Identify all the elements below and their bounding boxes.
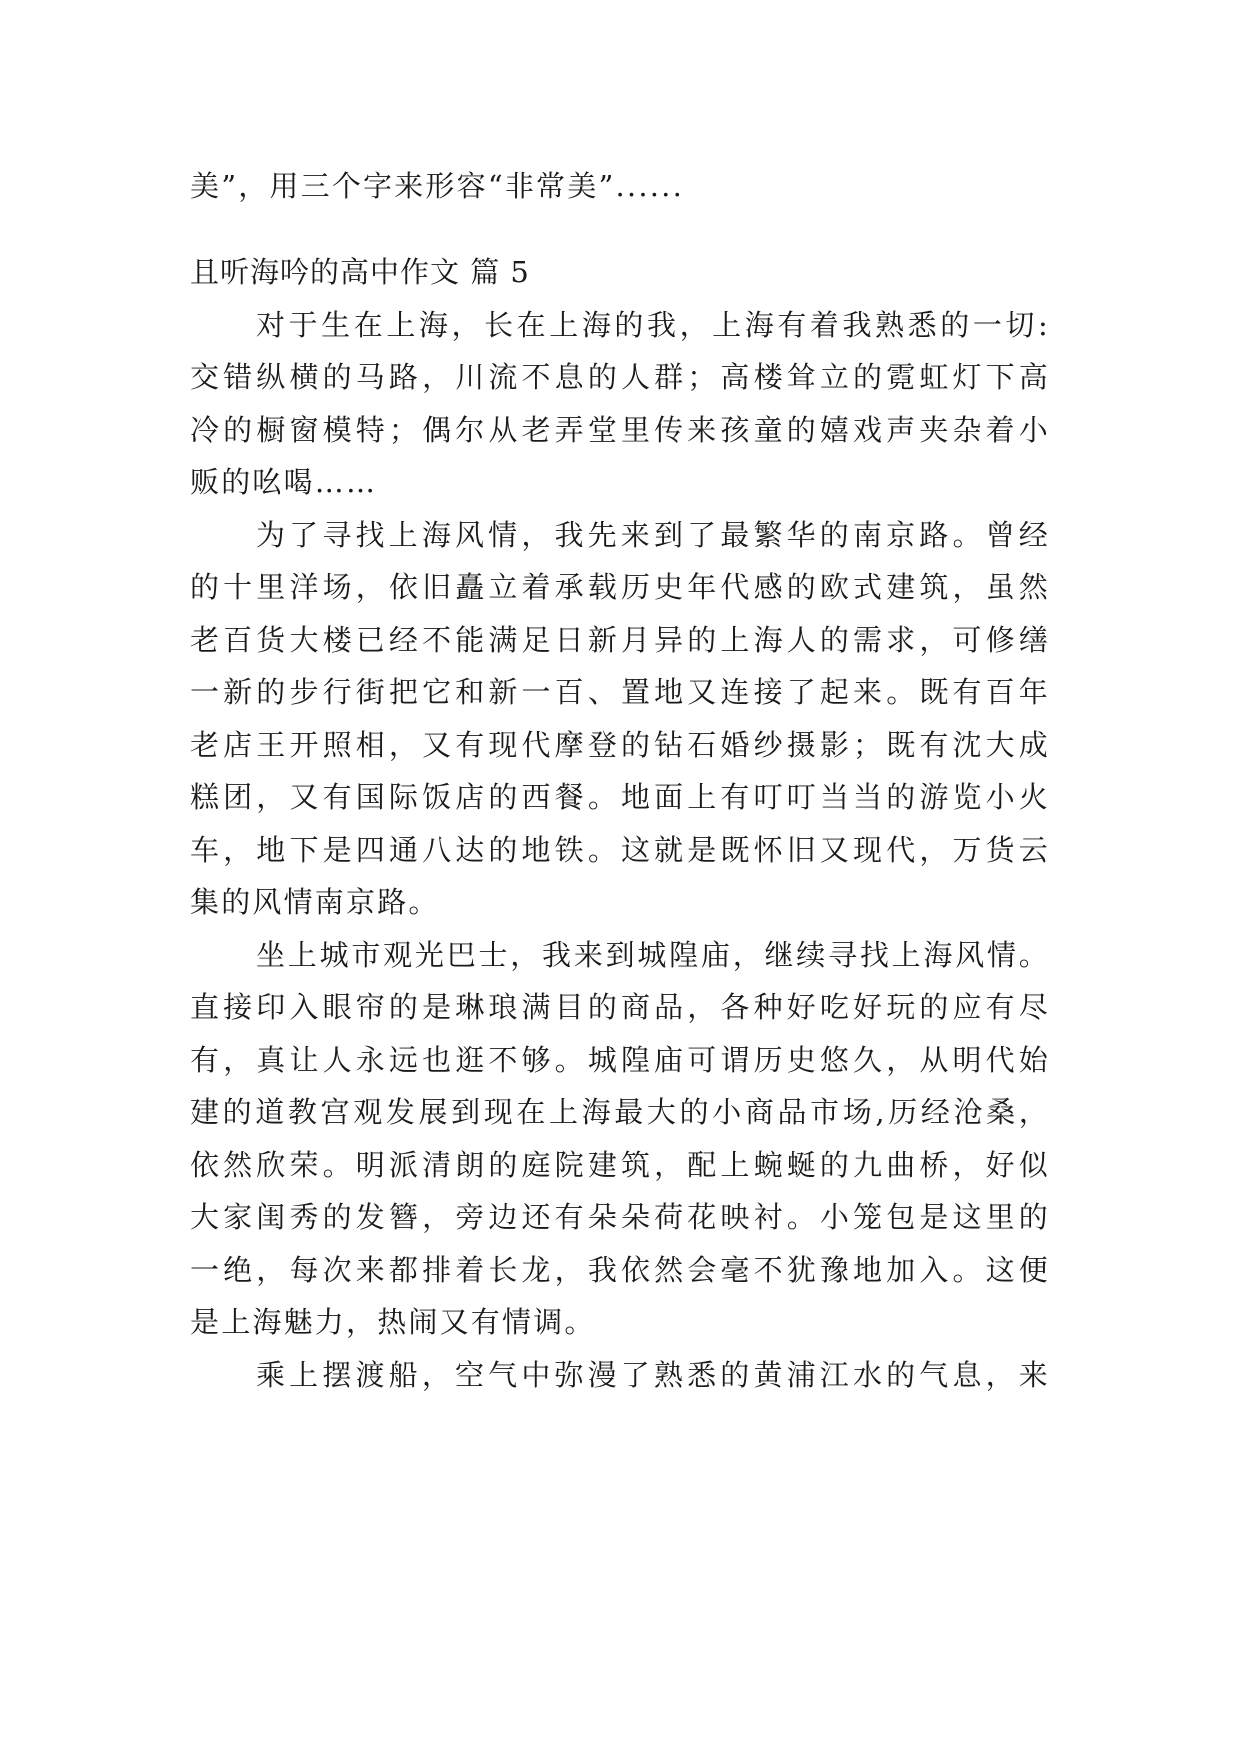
paragraph-1-line-3: 冷的橱窗模特；偶尔从老弄堂里传来孩童的嬉戏声夹杂着小 [190, 413, 1050, 447]
paragraph-1-line-2: 交错纵横的马路，川流不息的人群；高楼耸立的霓虹灯下高 [190, 360, 1050, 394]
paragraph-2-line-3: 老百货大楼已经不能满足日新月异的上海人的需求，可修缮 [190, 623, 1050, 657]
paragraph-3-line-8: 是上海魅力，热闹又有情调。 [190, 1305, 596, 1339]
paragraph-2-line-8: 集的风情南京路。 [190, 885, 440, 919]
paragraph-2-line-7: 车，地下是四通八达的地铁。这就是既怀旧又现代，万货云 [190, 833, 1050, 867]
paragraph-2-line-1: 为了寻找上海风情，我先来到了最繁华的南京路。曾经 [256, 518, 1050, 552]
paragraph-1-line-4: 贩的吆喝…… [190, 465, 378, 499]
paragraph-3-line-2: 直接印入眼帘的是琳琅满目的商品，各种好吃好玩的应有尽 [190, 990, 1050, 1024]
paragraph-2-line-6: 糕团，又有国际饭店的西餐。地面上有叮叮当当的游览小火 [190, 780, 1050, 814]
paragraph-3-line-7: 一绝，每次来都排着长龙，我依然会毫不犹豫地加入。这便 [190, 1253, 1050, 1287]
paragraph-3-line-5: 依然欣荣。明派清朗的庭院建筑，配上蜿蜒的九曲桥，好似 [190, 1148, 1050, 1182]
paragraph-4-line-1: 乘上摆渡船，空气中弥漫了熟悉的黄浦江水的气息，来 [256, 1358, 1050, 1392]
paragraph-3-line-1: 坐上城市观光巴士，我来到城隍庙，继续寻找上海风情。 [256, 938, 1050, 972]
essay-heading: 且听海吟的高中作文 篇 5 [190, 255, 530, 289]
paragraph-3-line-3: 有，真让人永远也逛不够。城隍庙可谓历史悠久，从明代始 [190, 1043, 1050, 1077]
paragraph-3-line-6: 大家闺秀的发簪，旁边还有朵朵荷花映衬。小笼包是这里的 [190, 1200, 1050, 1234]
paragraph-2-line-4: 一新的步行街把它和新一百、置地又连接了起来。既有百年 [190, 675, 1050, 709]
paragraph-2-line-5: 老店王开照相，又有现代摩登的钻石婚纱摄影；既有沈大成 [190, 728, 1050, 762]
paragraph-2-line-2: 的十里洋场，依旧矗立着承载历史年代感的欧式建筑，虽然 [190, 570, 1050, 604]
paragraph-3-line-4: 建的道教宫观发展到现在上海最大的小商品市场,历经沧桑， [190, 1095, 1050, 1129]
intro-line: 美”，用三个字来形容“非常美”...... [190, 169, 684, 203]
paragraph-1-line-1: 对于生在上海，长在上海的我，上海有着我熟悉的一切: [256, 308, 1050, 342]
